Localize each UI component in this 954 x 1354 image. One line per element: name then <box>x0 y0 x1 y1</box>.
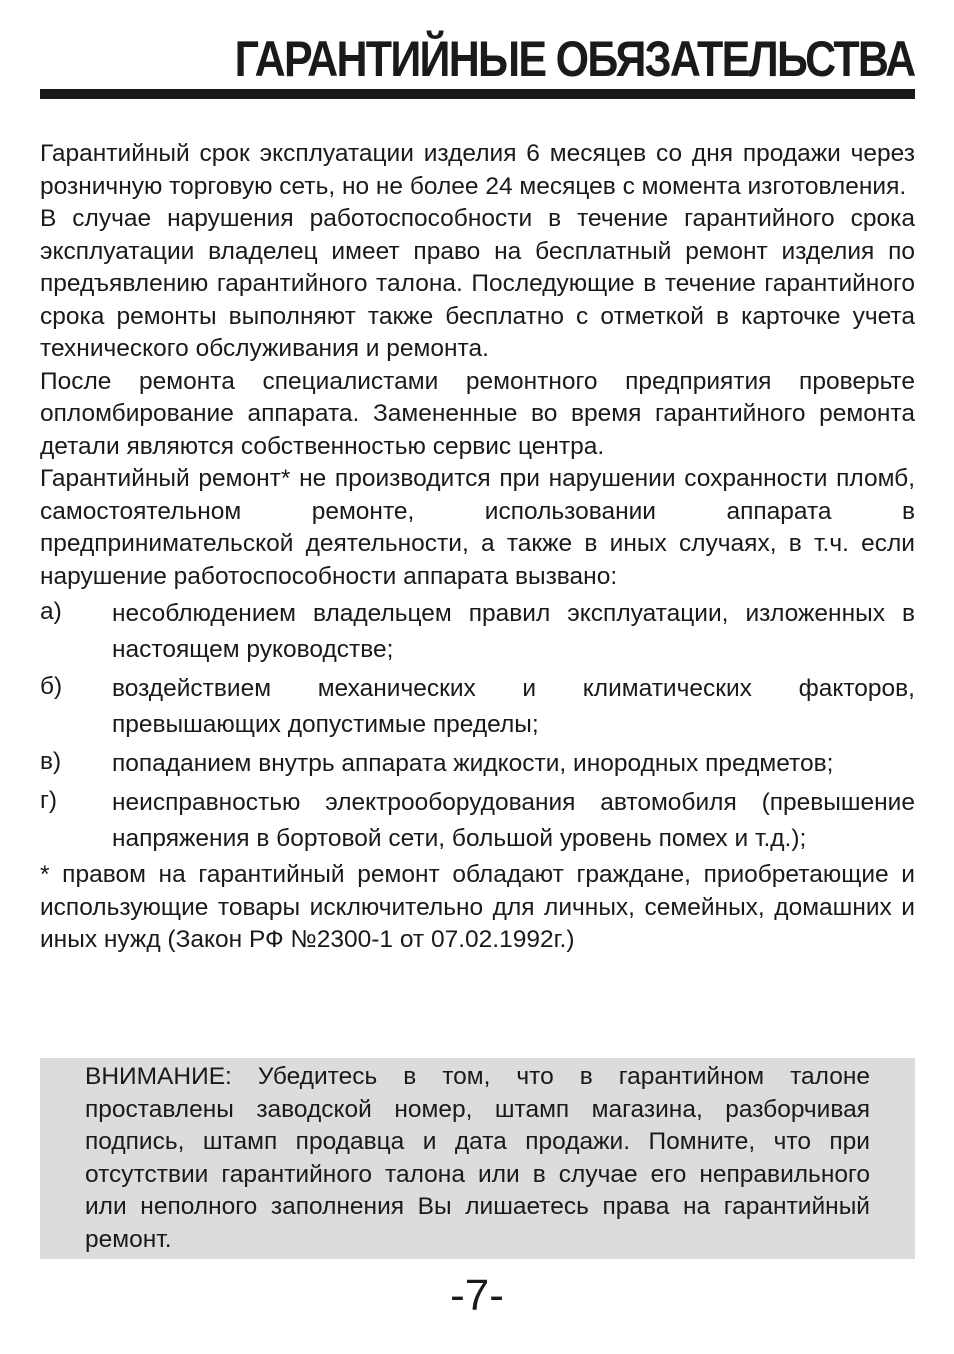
list-item-text: неисправностью электрооборудования автомобиля (превышение напряжения в бортовой сети, большой уровень помех и т.д.); <box>112 789 915 852</box>
list-item <box>40 671 915 743</box>
list-item-text: несоблюдением владельцем правил эксплуатации, изложенных в настоящем руководстве; <box>112 600 915 663</box>
paragraph-free-repair: В случае нарушения работоспособности в течение гарантийного срока эксплуатации владелец имеет право на бесплатный ремонт изделия по предъявлению гарантийного талона. Последующие в течение гарантийного срока ремонты выполняют также бесплатно с отметкой в карточке учета технического обслуживания и ремонта. <box>40 205 915 362</box>
page-title: ГАРАНТИЙНЫЕ ОБЯЗАТЕЛЬСТВА <box>234 31 914 87</box>
list-marker: а) <box>40 598 62 625</box>
list-item <box>40 746 915 782</box>
list-marker: б) <box>40 673 63 700</box>
attention-text: ВНИМАНИЕ: Убедитесь в том, что в гарантийном талоне проставлены заводской номер, штамп магазина, разборчивая подпись, штамп продавца и дата продажи. Помните, что при отсутствии гарантийного талона или в случае его неправильного или неполного заполнения Вы лишаетесь права на гарантийный ремонт. <box>85 1063 870 1253</box>
list-item-text: попаданием внутрь аппарата жидкости, инородных предметов; <box>112 750 834 777</box>
title-underline-rule <box>40 89 915 99</box>
list-marker: в) <box>40 748 62 775</box>
list-item-text: воздействием механических и климатических факторов, превышающих допустимые пределы; <box>112 675 915 738</box>
paragraph-seal-check: После ремонта специалистами ремонтного предприятия проверьте опломбирование аппарата. Замененные во время гарантийного ремонта детали являются собственностью сервис центра. <box>40 367 915 460</box>
list-item <box>40 596 915 668</box>
page-number: -7- <box>450 1271 504 1320</box>
footnote: * правом на гарантийный ремонт обладают граждане, приобретающие и использующие товары исключительно для личных, семейных, домашних и иных нужд (Закон РФ №2300-1 от 07.02.1992г.) <box>40 861 915 953</box>
exclusions-list <box>40 596 915 857</box>
paragraph-warranty-period: Гарантийный срок эксплуатации изделия 6 месяцев со дня продажи через розничную торговую сеть, но не более 24 месяцев с момента изготовления. <box>40 140 915 200</box>
paragraph-exclusions: Гарантийный ремонт* не производится при нарушении сохранности пломб, самостоятельном ремонте, использовании аппарата в предпринимательской деятельности, а также в иных случаях, в т.ч. если нарушение работоспособности аппарата вызвано: <box>40 465 915 590</box>
warranty-body <box>40 138 915 957</box>
list-item <box>40 785 915 857</box>
list-marker: г) <box>40 787 58 814</box>
attention-box <box>40 1058 915 1259</box>
